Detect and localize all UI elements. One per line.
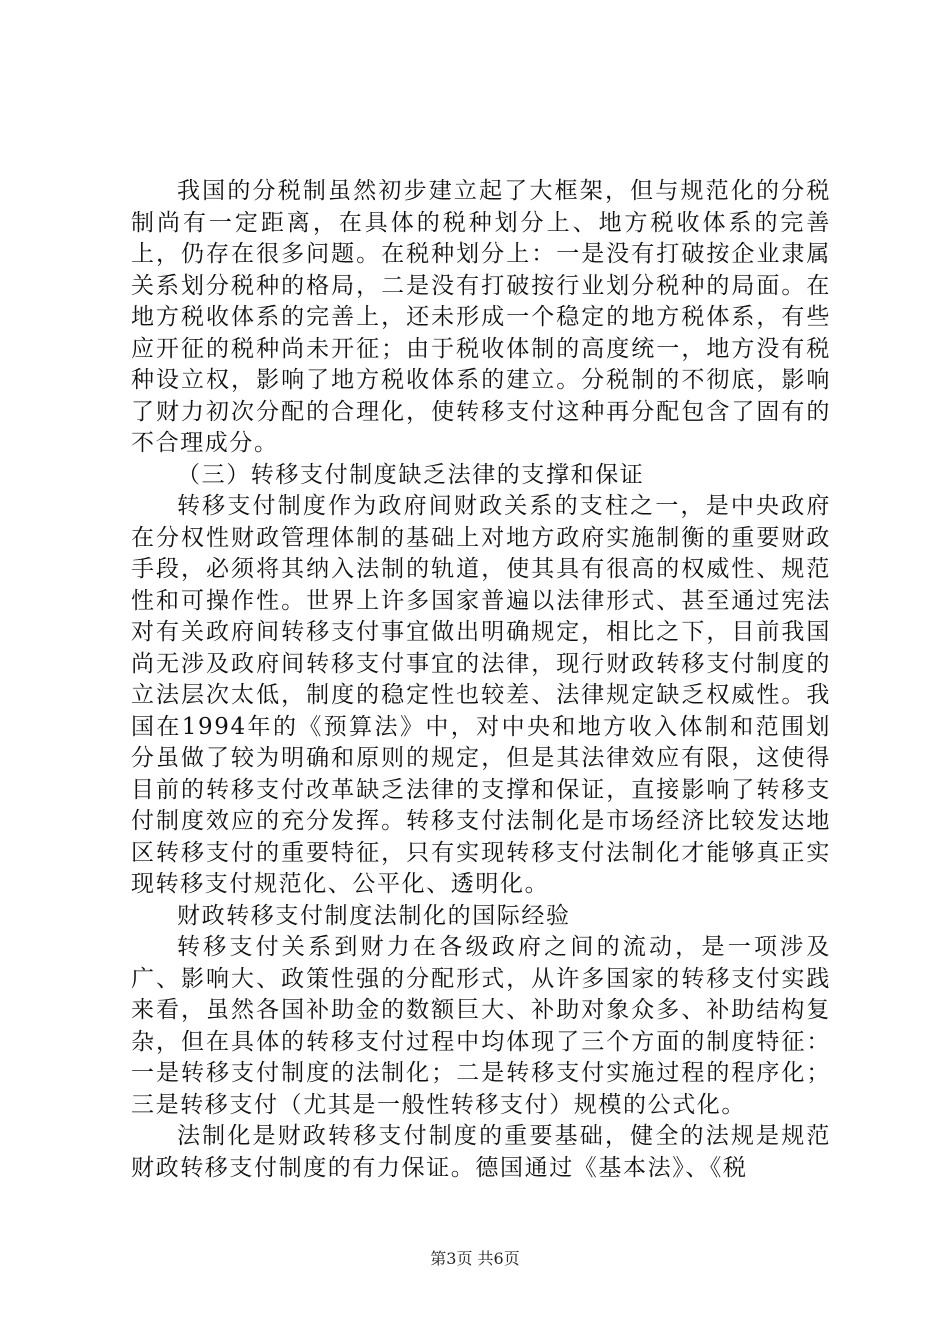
paragraph-legalization-basis: 法制化是财政转移支付制度的重要基础，健全的法规是规范财政转移支付制度的有力保证。德国通过《基本法》、《税 bbox=[131, 1123, 831, 1181]
paragraph-transfer-payment-law: 转移支付制度作为政府间财政关系的支柱之一，是中央政府在分权性财政管理体制的基础上对地方政府实施制衡的重要财政手段，必须将其纳入法制的轨道，使其具有很高的权威性、规范性和可操作性。世界上许多国家普遍以法律形式、甚至通过宪法对有关政府间转移支付事宜做出明确规定，相比之下，目前我国尚无涉及政府间转移支付事宜的法律，现行财政转移支付制度的立法层次太低，制度的稳定性也较差、法律规定缺乏权威性。我国在1994年的《预算法》中，对中央和地方收入体制和范围划分虽做了较为明确和原则的规定，但是其法律效应有限，这使得目前的转移支付改革缺乏法律的支撑和保证，直接影响了转移支付制度效应的充分发挥。转移支付法制化是市场经济比较发达地区转移支付的重要特征，只有实现转移支付法制化才能够真正实现转移支付规范化、公平化、透明化。 bbox=[131, 493, 831, 897]
page-number-footer: 第3页 共6页 bbox=[430, 1249, 520, 1268]
section-heading-legal-support: （三）转移支付制度缺乏法律的支撑和保证 bbox=[177, 461, 645, 488]
paragraph-tax-system: 我国的分税制虽然初步建立起了大框架，但与规范化的分税制尚有一定距离，在具体的税种划分上、地方税收体系的完善上，仍存在很多问题。在税种划分上：一是没有打破按企业隶属关系划分税种的格局，二是没有打破按行业划分税种的局面。在地方税收体系的完善上，还未形成一个稳定的地方税体系，有些应开征的税种尚未开征；由于税收体制的高度统一，地方没有税种设立权，影响了地方税收体系的建立。分税制的不彻底，影响了财力初次分配的合理化，使转移支付这种再分配包含了固有的不合理成分。 bbox=[131, 178, 831, 456]
document-body bbox=[131, 176, 831, 1184]
section-heading-international-experience: 财政转移支付制度法制化的国际经验 bbox=[177, 902, 571, 929]
paragraph-transfer-payment-features: 转移支付关系到财力在各级政府之间的流动，是一项涉及广、影响大、政策性强的分配形式，从许多国家的转移支付实践来看，虽然各国补助金的数额巨大、补助对象众多、补助结构复杂，但在具体的转移支付过程中均体现了三个方面的制度特征：一是转移支付制度的法制化；二是转移支付实施过程的程序化；三是转移支付（尤其是一般性转移支付）规模的公式化。 bbox=[131, 934, 831, 1118]
